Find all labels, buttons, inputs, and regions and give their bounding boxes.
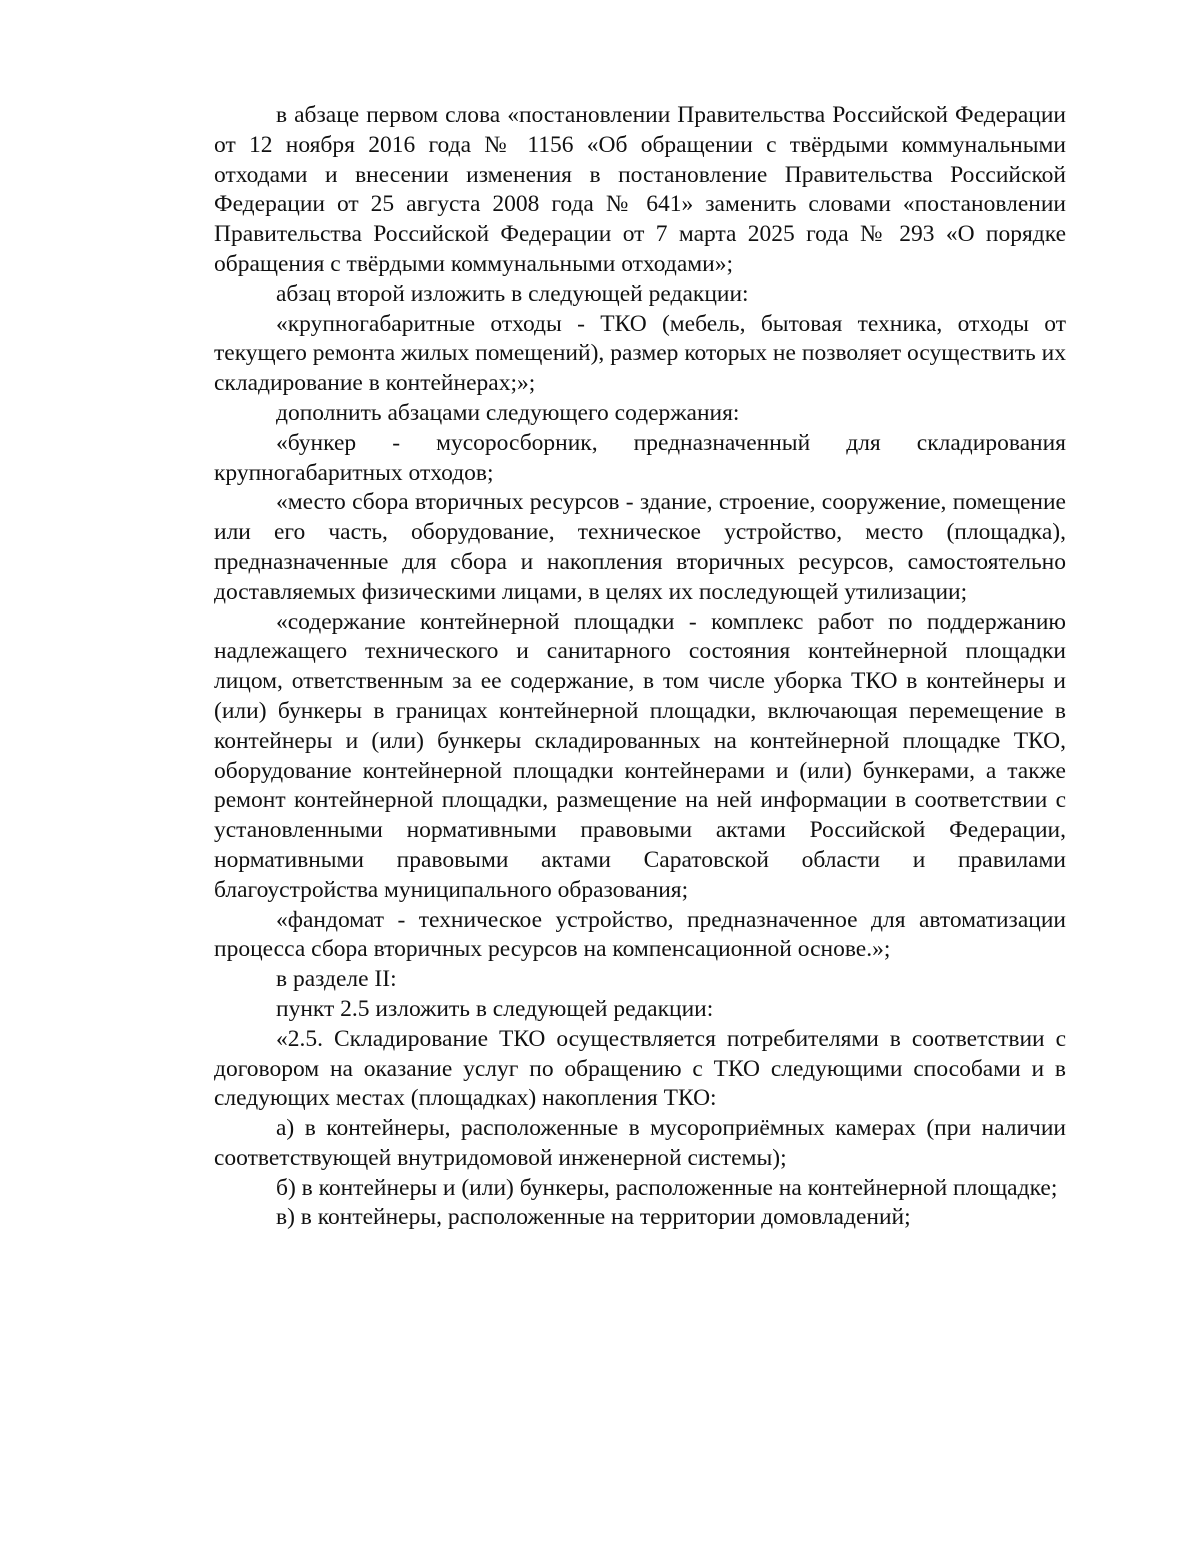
list-item-a: а) в контейнеры, расположенные в мусороприёмных камерах (при наличии соответствующей внутридомовой инженерной системы); [214, 1115, 1066, 1171]
list-item-b: б) в контейнеры и (или) бункеры, расположенные на контейнерной площадке; [276, 1174, 1058, 1201]
paragraph-bunker-definition: «бункер - мусоросборник, предназначенный для складирования крупногабаритных отходов; [214, 429, 1066, 486]
paragraph-point-2-5-intro: пункт 2.5 изложить в следующей редакции: [276, 995, 714, 1022]
paragraph-amend-definitions-intro: в абзаце первом слова «постановлении Правительства Российской Федерации от 12 ноября 2016 года № 1156 «Об обращении с твёрдыми коммунальными отходами и внесении изменения в постановление Правительства Российской Федерации от 25 августа 2008 года № 641» заменить словами «постановлении Правительства Российской Федерации от 7 марта 2025 года № 293 «О порядке обращения с твёрдыми коммунальными отходами»; [214, 102, 1066, 277]
paragraph-add-abzacs: дополнить абзацами следующего содержания: [276, 399, 740, 426]
paragraph-bulky-waste-definition: «крупногабаритные отходы - ТКО (мебель, бытовая техника, отходы от текущего ремонта жилых помещений), размер которых не позволяет осуществить их складирование в контейнерах;»; [214, 310, 1066, 397]
paragraph-section-ii: в разделе II: [276, 966, 397, 993]
paragraph-collection-place-definition: «место сбора вторичных ресурсов - здание, строение, сооружение, помещение или его часть, оборудование, техническое устройство, место (площадка), предназначенные для сбора и накопления вторичных ресурсов, самостоятельно доставляемых физическими лицами, в целях их последующей утилизации; [214, 489, 1066, 605]
paragraph-point-2-5-text: «2.5. Складирование ТКО осуществляется потребителями в соответствии с договором на оказание услуг по обращению с ТКО следующими способами и в следующих местах (площадках) накопления ТКО: [214, 1025, 1066, 1112]
paragraph-fandomat-definition: «фандомат - техническое устройство, предназначенное для автоматизации процесса сбора вторичных ресурсов на компенсационной основе.»; [214, 906, 1066, 963]
list-item-v: в) в контейнеры, расположенные на территории домовладений; [276, 1204, 911, 1231]
document-page [214, 101, 1066, 1233]
paragraph-second-abzac: абзац второй изложить в следующей редакции: [276, 280, 749, 307]
paragraph-container-site-maintenance-definition: «содержание контейнерной площадки - комплекс работ по поддержанию надлежащего технического и санитарного состояния контейнерной площадки лицом, ответственным за ее содержание, в том числе уборка ТКО в контейнеры и (или) бункеры в границах контейнерной площадки, включающая перемещение в контейнеры и (или) бункеры складированных на контейнерной площадке ТКО, оборудование контейнерной площадки контейнерами и (или) бункерами, а также ремонт контейнерной площадки, размещение на ней информации в соответствии с установленными нормативными правовыми актами Российской Федерации, нормативными правовыми актами Саратовской области и правилами благоустройства муниципального образования; [214, 608, 1066, 903]
